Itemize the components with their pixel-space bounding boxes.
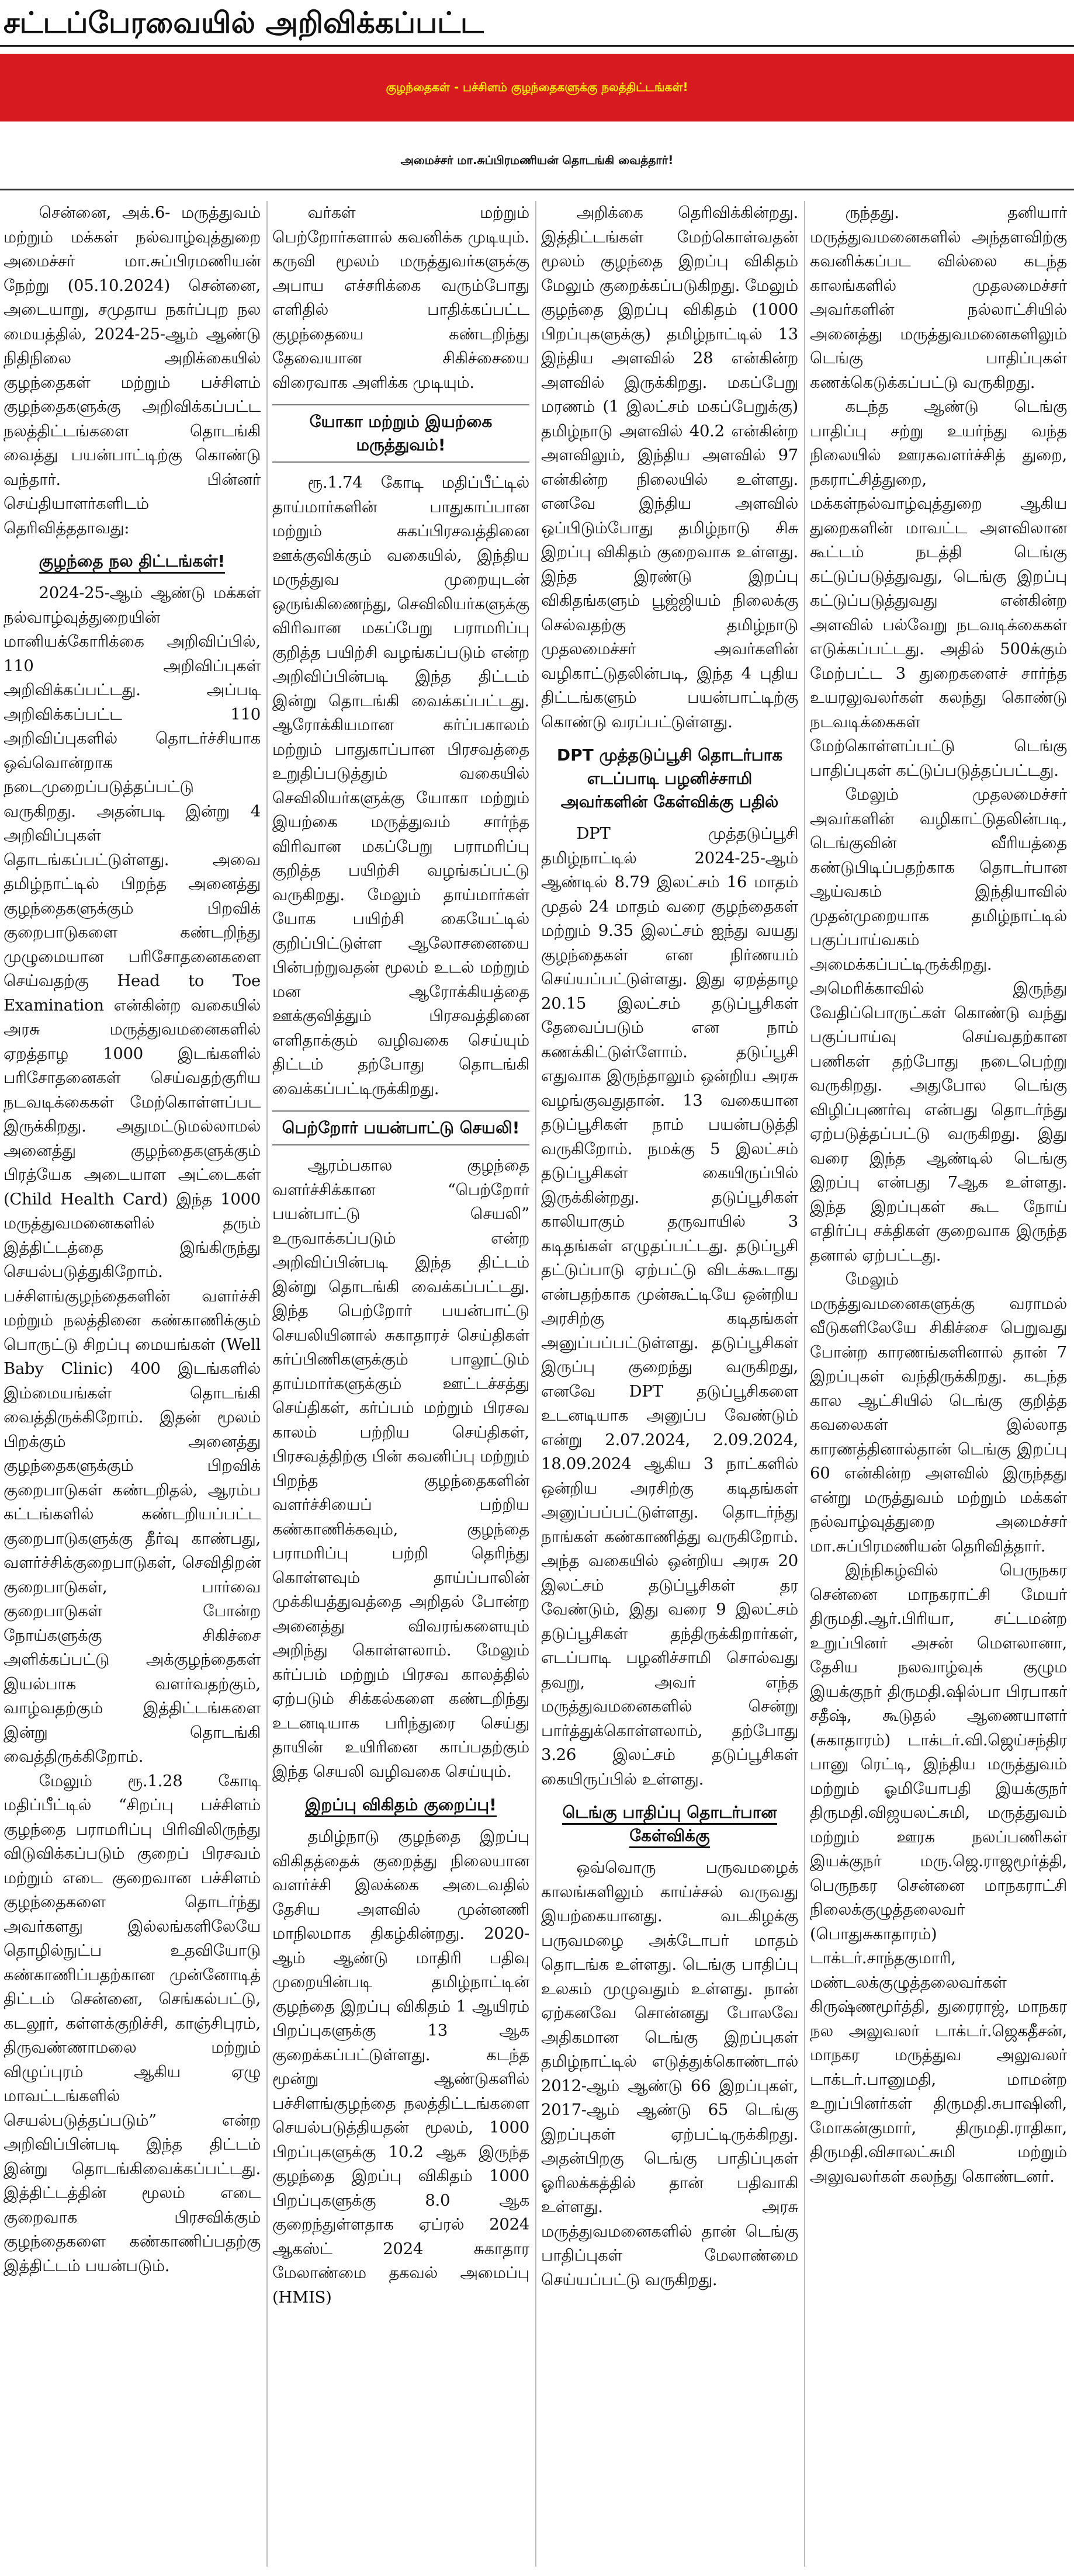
- section-heading: [541, 744, 798, 814]
- section-heading: [272, 1793, 529, 1817]
- column-divider: [266, 201, 268, 2567]
- article-paragraph: வர்கள் மற்றும் பெற்றோர்களால் கவனிக்க முடியும். கருவி மூலம் மருத்துவர்களுக்கு அபாய எச்சரிக்கை வரும்போது எளிதில் பாதிக்கப்பட்ட குழந்தையை கண்டறிந்து தேவையான சிகிச்சையை விரைவாக அளிக்க முடியும்.: [272, 203, 529, 392]
- headline-text: குழந்தைகள் - பச்சிளம் குழந்தைகளுக்கு நலத்திட்டங்கள்!: [386, 80, 688, 94]
- article-paragraph: ருந்தது. தனியார் மருத்துவமனைகளில் அந்தளவிற்கு கவனிக்கப்பட வில்லை கடந்த காலங்களில் முதலமைச்சர் அவர்களின் நல்லாட்சியில் அனைத்து மருத்துவமனைகளிலும் டெங்கு பாதிப்புகள் கணக்கெடுக்கப்பட்டு வருகிறது.: [810, 203, 1067, 392]
- article-paragraph: அறிக்கை தெரிவிக்கின்றது. இத்திட்டங்கள் மேற்கொள்வதன் மூலம் குழந்தை இறப்பு விகிதம் மேலும் குறைக்கப்படுகிறது. மேலும் குழந்தை இறப்பு விகிதம் (1000 பிறப்புகளுக்கு) தமிழ்நாட்டில் 13 இந்திய அளவில் 28 என்கின்ற அளவில் இருக்கிறது. மகப்பேறு மரணம் (1 இலட்சம் மகப்பேறுக்கு) தமிழ்நாடு அளவில் 40.2 என்கின்ற அளவிலும், இந்திய அளவில் 97 என்கின்ற நிலையில் உள்ளது. எனவே இந்திய அளவில் ஒப்பிடும்போது தமிழ்நாடு சிசு இறப்பு விகிதம் குறைவாக உள்ளது. இந்த இரண்டு இறப்பு விகிதங்களும் பூஜ்ஜியம் நிலைக்கு செல்வதற்கு தமிழ்நாடு முதலமைச்சர் அவர்களின் வழிகாட்டுதலின்படி, இந்த 4 புதிய திட்டங்களும் பயன்பாட்டிற்கு கொண்டு வரப்பட்டுள்ளது.: [541, 203, 798, 731]
- section-heading-text: DPT முத்தடுப்பூசி தொடர்பாக எடப்பாடி பழனிச்சாமி அவர்களின் கேள்விக்கு பதில்: [556, 745, 783, 811]
- section-heading-text: குழந்தை நல திட்டங்கள்!: [39, 551, 226, 574]
- column-divider: [535, 201, 536, 2567]
- section-heading: [272, 1110, 529, 1145]
- article-paragraph: ரூ.1.74 கோடி மதிப்பீட்டில் தாய்மார்களின் பாதுகாப்பான மற்றும் சுகப்பிரசவத்தினை ஊக்குவிக்கும் வகையில், இந்திய மருத்துவ முறையுடன் ஒருங்கிணைந்து, செவிலியர்களுக்கு விரிவான மகப்பேறு பராமரிப்பு குறித்த பயிற்சி வழங்கப்படும் என்ற அறிவிப்பின்படி இந்த திட்டம் இன்று தொடங்கி வைக்கப்பட்டது. ஆரோக்கியமான கர்ப்பகாலம் மற்றும் பாதுகாப்பான பிரசவத்தை உறுதிப்படுத்தும் வகையில் செவிலியர்களுக்கு யோகா மற்றும் இயற்கை மருத்துவம் சார்ந்த விரிவான மகப்பேறு பராமரிப்பு குறித்த பயிற்சி வழங்கப்பட்டு வருகிறது. மேலும் தாய்மார்கள் யோக பயிற்சி கையேட்டில் குறிப்பிட்டுள்ள ஆலோசனையை பின்பற்றுவதன் மூலம் உடல் மற்றும் மன ஆரோக்கியத்தை ஊக்குவித்தும் பிரசவத்தினை எளிதாக்கும் வழிவகை செய்யும் திட்டம் தற்போது தொடங்கி வைக்கப்பட்டிருக்கிறது.: [272, 473, 529, 1098]
- section-heading-text: டெங்கு பாதிப்பு தொடர்பான கேள்விக்கு: [562, 1803, 777, 1848]
- headline-banner: [0, 54, 1074, 121]
- article-paragraph: DPT முத்தடுப்பூசி தமிழ்நாட்டில் 2024-25-ஆம் ஆண்டில் 8.79 இலட்சம் 16 மாதம் முதல் 24 மாதம் வரை குழந்தைகள் மற்றும் 9.35 இலட்சம் ஐந்து வயது குழந்தைகள் என நிர்ணயம் செய்யப்பட்டுள்ளது. இது ஏறத்தாழ 20.15 இலட்சம் தடுப்பூசிகள் தேவைப்படும் என நாம் கணக்கிட்டுள்ளோம். தடுப்பூசி எதுவாக இருந்தாலும் ஒன்றிய அரசு வழங்குவதுதான். 13 வகையான தடுப்பூசிகள் நாம் பயன்படுத்தி வருகிறோம். நமக்கு 5 இலட்சம் தடுப்பூசிகள் கையிருப்பில் இருக்கின்றது. தடுப்பூசிகள் காலியாகும் தருவாயில் 3 கடிதங்கள் எழுதப்பட்டது. தடுப்பூசி தட்டுப்பாடு ஏற்பட்டு விடக்கூடாது என்பதற்காக முன்கூட்டியே ஒன்றிய அரசிற்கு கடிதங்கள் அனுப்பப்பட்டுள்ளது. தடுப்பூசிகள் இருப்பு குறைந்து வருகிறது, எனவே DPT தடுப்பூசிகளை உடனடியாக அனுப்ப வேண்டும் என்று 2.07.2024, 2.09.2024, 18.09.2024 ஆகிய 3 நாட்களில் ஒன்றிய அரசிற்கு கடிதங்கள் அனுப்பப்பட்டுள்ளது. தொடர்ந்து நாங்கள் கண்காணித்து வருகிறோம். அந்த வகையில் ஒன்றிய அரசு 20 இலட்சம் தடுப்பூசிகள் தர வேண்டும், இது வரை 9 இலட்சம் தடுப்பூசிகள் தந்திருக்கிறார்கள், எடப்பாடி பழனிச்சாமி சொல்வது தவறு, அவர் எந்த மருத்துவமனைகளில் சென்று பார்த்துக்கொள்ளலாம், தற்போது 3.26 இலட்சம் தடுப்பூசிகள் கையிருப்பில் உள்ளது.: [541, 824, 798, 1789]
- kicker-text: சட்டப்பேரவையில் அறிவிக்கப்பட்ட: [4, 6, 484, 40]
- article-paragraph: ஆரம்பகால குழந்தை வளர்ச்சிக்கான “பெற்றோர் பயன்பாட்டு செயலி” உருவாக்கப்படும் என்ற அறிவிப்பின்படி இந்த திட்டம் இன்று தொடங்கி வைக்கப்பட்டது. இந்த பெற்றோர் பயன்பாட்டு செயலியினால் சுகாதாரச் செய்திகள் கர்ப்பிணிகளுக்கும் பாலூட்டும் தாய்மார்களுக்கும் ஊட்டச்சத்து செய்திகள், கர்ப்பம் மற்றும் பிரசவ காலம் பற்றிய செய்திகள், பிரசவத்திற்கு பின் கவனிப்பு மற்றும் பிறந்த குழந்தைகளின் வளர்ச்சியைப் பற்றிய கண்காணிக்கவும், குழந்தை பராமரிப்பு பற்றி தெரிந்து கொள்ளவும் தாய்ப்பாலின் முக்கியத்துவத்தை அறிதல் போன்ற அனைத்து விவரங்களையும் அறிந்து கொள்ளலாம். மேலும் கர்ப்பம் மற்றும் பிரசவ காலத்தில் ஏற்படும் சிக்கல்களை கண்டறிந்து உடனடியாக பரிந்துரை செய்து தாயின் உயிரினை காப்பதற்கும் இந்த செயலி வழிவகை செய்யும்.: [272, 1156, 529, 1781]
- section-heading: [272, 404, 529, 463]
- article-column-1: [4, 201, 261, 2572]
- section-heading-text: இறப்பு விகிதம் குறைப்பு!: [305, 1795, 497, 1817]
- article-column-2: [272, 201, 529, 2572]
- article-paragraph: 2024-25-ஆம் ஆண்டு மக்கள் நல்வாழ்வுத்துறையின் மானியக்கோரிக்கை அறிவிப்பில், 110 அறிவிப்புகள் அறிவிக்கப்பட்டது. அப்படி அறிவிக்கப்பட்ட 110 அறிவிப்புகளில் தொடர்ச்சியாக ஒவ்வொன்றாக நடைமுறைப்படுத்தப்பட்டு வருகிறது. அதன்படி இன்று 4 அறிவிப்புகள் தொடங்கப்பட்டுள்ளது. அவை தமிழ்நாட்டில் பிறந்த அனைத்து குழந்தைகளுக்கும் பிறவிக் குறைபாடுகளை கண்டறிந்து முழுமையான பரிசோதனைகளை செய்வதற்கு Head to Toe Examination என்கின்ற வகையில் அரசு மருத்துவமனைகளில் ஏறத்தாழ 1000 இடங்களில் பரிசோதனைகள் செய்வதற்குரிய நடவடிக்கைகள் மேற்கொள்ளப்பட இருக்கிறது. அதுமட்டுமல்லாமல் அனைத்து குழந்தைகளுக்கும் பிரத்யேக அடையாள அட்டைகள் (Child Health Card) இந்த 1000 மருத்துவமனைகளில் தரும் இத்திட்டத்தை இங்கிருந்து செயல்படுத்துகிறோம். பச்சிளங்குழந்தைகளின் வளர்ச்சி மற்றும் நலத்தினை கண்காணிக்கும் பொருட்டு சிறப்பு மையங்கள் (Well Baby Clinic) 400 இடங்களில் இம்மையங்கள் தொடங்கி வைத்திருக்கிறோம். இதன் மூலம் பிறக்கும் அனைத்து குழந்தைகளுக்கும் பிறவிக் குறைபாடுகள் கண்டறிதல், ஆரம்ப கட்டங்களில் கண்டறியப்பட்ட குறைபாடுகளுக்கு தீர்வு காண்பது, வளர்ச்சிக்குறைபாடுகள், செவிதிறன் குறைபாடுகள், பார்வை குறைபாடுகள் போன்ற நோய்களுக்கு சிகிச்சை அளிக்கப்பட்டு அக்குழந்தைகள் இயல்பாக வளர்வதற்கும், வாழ்வதற்கும் இத்திட்டங்களை இன்று தொடங்கி வைத்திருக்கிறோம்.: [4, 584, 261, 1766]
- section-heading: [541, 1801, 798, 1848]
- section-heading-text: யோகா மற்றும் இயற்கை மருத்துவம்!: [309, 412, 493, 454]
- article-paragraph: தமிழ்நாடு குழந்தை இறப்பு விகிதத்தைக் குறைத்து நிலையான வளர்ச்சி இலக்கை அடைவதில் தேசிய அளவில் முன்னணி மாநிலமாக திகழ்கின்றது. 2020-ஆம் ஆண்டு மாதிரி பதிவு முறையின்படி தமிழ்நாட்டின் குழந்தை இறப்பு விகிதம் 1 ஆயிரம் பிறப்புகளுக்கு 13 ஆக குறைக்கப்பட்டுள்ளது. கடந்த மூன்று ஆண்டுகளில் பச்சிளங்குழந்தை நலத்திட்டங்களை செயல்படுத்தியதன் மூலம், 1000 பிறப்புகளுக்கு 10.2 ஆக இருந்த குழந்தை இறப்பு விகிதம் 1000 பிறப்புகளுக்கு 8.0 ஆக குறைந்துள்ளதாக ஏப்ரல் 2024 ஆகஸ்ட் 2024 சுகாதார மேலாண்மை தகவல் அமைப்பு (HMIS): [272, 1827, 529, 2307]
- article-paragraph: கடந்த ஆண்டு டெங்கு பாதிப்பு சற்று உயர்ந்து வந்த நிலையில் ஊரகவளர்ச்சித் துறை, நகராட்சித்துறை, மக்கள்நல்வாழ்வுத்துறை ஆகிய துறைகளின் மாவட்ட அளவிலான கூட்டம் நடத்தி டெங்கு கட்டுப்படுத்துவது, டெங்கு இறப்பு கட்டுப்படுத்துவது என்கின்ற அளவில் பல்வேறு நடவடிக்கைகள் எடுக்கப்பட்டது. அதில் 500க்கும் மேற்பட்ட 3 துறைகளைச் சார்ந்த உயரலுவலர்கள் கலந்து கொண்டு நடவடிக்கைகள் மேற்கொள்ளப்பட்டு டெங்கு பாதிப்புகள் கட்டுப்படுத்தப்பட்டது.: [810, 397, 1067, 780]
- article-column-3: [541, 201, 798, 2572]
- column-divider: [804, 201, 805, 2567]
- subhead-text: அமைச்சர் மா.சுப்பிரமணியன் தொடங்கி வைத்தார்!: [400, 153, 674, 167]
- subhead-banner: [0, 132, 1074, 190]
- article-paragraph: மேலும் மருத்துவமனைகளுக்கு வராமல் வீடுகளிலேயே சிகிச்சை பெறுவது போன்ற காரணங்களினால் தான் 7 இறப்புகள் வந்திருக்கிறது. கடந்த கால ஆட்சியில் டெங்கு குறித்த கவலைகள் இல்லாத காரணத்தினால்தான் டெங்கு இறப்பு 60 என்கின்ற அளவில் இருந்தது என்று மருத்துவம் மற்றும் மக்கள் நல்வாழ்வுத்துறை அமைச்சர் மா.சுப்பிரமணியன் தெரிவித்தார்.: [810, 1270, 1067, 1556]
- article-paragraph: சென்னை, அக்.6- மருத்துவம் மற்றும் மக்கள் நல்வாழ்வுத்துறை அமைச்சர் மா.சுப்பிரமணியன் நேற்று (05.10.2024) சென்னை, அடையாறு, சமுதாய நகர்ப்புற நல மையத்தில், 2024-25-ஆம் ஆண்டு நிதிநிலை அறிக்கையில் குழந்தைகள் மற்றும் பச்சிளம் குழந்தைகளுக்கு அறிவிக்கப்பட்ட நலத்திட்டங்களை தொடங்கி வைத்து பயன்பாட்டிற்கு கொண்டு வந்தார். பின்னர் செய்தியாளர்களிடம் தெரிவித்ததாவது:: [4, 203, 261, 537]
- section-heading-text: பெற்றோர் பயன்பாட்டு செயலி!: [282, 1118, 520, 1137]
- article-column-4: [810, 201, 1067, 2572]
- article-paragraph: இந்நிகழ்வில் பெருநகர சென்னை மாநகராட்சி மேயர் திருமதி.ஆர்.பிரியா, சட்டமன்ற உறுப்பினர் அசன் மௌலானா, தேசிய நலவாழ்வுக் குழும இயக்குநர் திருமதி.ஷில்பா பிரபாகர் சதீஷ், கூடுதல் ஆணையாளர் (சுகாதாரம்) டாக்டர்.வி.ஜெய்சந்திர பானு ரெட்டி, இந்திய மருத்துவம் மற்றும் ஓமியோபதி இயக்குநர் திருமதி.விஜயலட்சுமி, மருத்துவம் மற்றும் ஊரக நலப்பணிகள் இயக்குநர் மரு.ஜெ.ராஜமூர்த்தி, பெருநகர சென்னை மாநகராட்சி நிலைக்குழுத்தலைவர் (பொதுசுகாதாரம்) டாக்டர்.சாந்தகுமாரி, மண்டலக்குழுத்தலைவர்கள் கிருஷ்ணமூர்த்தி, துரைராஜ், மாநகர நல அலுவலர் டாக்டர்.ஜெகதீசன், மாநகர மருத்துவ அலுவலர் டாக்டர்.பானுமதி, மாமன்ற உறுப்பினர்கள் திருமதி.சுபாஷினி, மோகன்குமார், திருமதி.ராதிகா, திருமதி.விசாலட்சுமி மற்றும் அலுவலர்கள் கலந்து கொண்டனர்.: [810, 1561, 1067, 2186]
- article-paragraph: மேலும் ரூ.1.28 கோடி மதிப்பீட்டில் “சிறப்பு பச்சிளம் குழந்தை பராமரிப்பு பிரிவிலிருந்து விடுவிக்கப்படும் குறைப் பிரசவம் மற்றும் எடை குறைவான பச்சிளம் குழந்தைகளை தொடர்ந்து அவர்களது இல்லங்களிலேயே தொழில்நுட்ப உதவியோடு கண்காணிப்பதற்கான முன்னோடித் திட்டம் சென்னை, செங்கல்பட்டு, கடலூர், கள்ளக்குறிச்சி, காஞ்சிபுரம், திருவண்ணாமலை மற்றும் விழுப்புரம் ஆகிய ஏழு மாவட்டங்களில் செயல்படுத்தப்படும்” என்ற அறிவிப்பின்படி இந்த திட்டம் இன்று தொடங்கிவைக்கப்பட்டது. இத்திட்டத்தின் மூலம் எடை குறைவாக பிரசவிக்கும் குழந்தைகளை கண்காணிப்பதற்கு இத்திட்டம் பயன்படும்.: [4, 1771, 261, 2275]
- kicker-banner: [0, 0, 1074, 47]
- article-paragraph: ஒவ்வொரு பருவமழைக் காலங்களிலும் காய்ச்சல் வருவது இயற்கையானது. வடகிழக்கு பருவமழை அக்டோபர் மாதம் தொடங்க உள்ளது. டெங்கு பாதிப்பு உலகம் முழுவதும் உள்ளது. நான் ஏற்கனவே சொன்னது போலவே அதிகமான டெங்கு இறப்புகள் தமிழ்நாட்டில் எடுத்துக்கொண்டால் 2012-ஆம் ஆண்டு 66 இறப்புகள், 2017-ஆம் ஆண்டு 65 டெங்கு இறப்புகள் ஏற்பட்டிருக்கிறது. அதன்பிறகு டெங்கு பாதிப்புகள் ஓரிலக்கத்தில் தான் பதிவாகி உள்ளது. அரசு மருத்துவமனைகளில் தான் டெங்கு பாதிப்புகள் மேலாண்மை செய்யப்பட்டு வருகிறது.: [541, 1858, 798, 2289]
- section-heading: [4, 550, 261, 573]
- article-paragraph: மேலும் முதலமைச்சர் அவர்களின் வழிகாட்டுதலின்படி, டெங்குவின் வீரியத்தை கண்டுபிடிப்பதற்காக தொடர்பான ஆய்வகம் இந்தியாவில் முதன்முறையாக தமிழ்நாட்டில் பகுப்பாய்வகம் அமைக்கப்பட்டிருக்கிறது. அமெரிக்காவில் இருந்து வேதிப்பொருட்கள் கொண்டு வந்து பகுப்பாய்வு செய்வதற்கான பணிகள் தற்போது நடைபெற்று வருகிறது. அதுபோல டெங்கு விழிப்புணர்வு என்பது தொடர்ந்து ஏற்படுத்தப்பட்டு வருகிறது. இது வரை இந்த ஆண்டில் டெங்கு இறப்பு என்பது 7ஆக உள்ளது. இந்த இறப்புகள் கூட நோய் எதிர்ப்பு சக்திகள் குறைவாக இருந்த தனால் ஏற்பட்டது.: [810, 785, 1067, 1265]
